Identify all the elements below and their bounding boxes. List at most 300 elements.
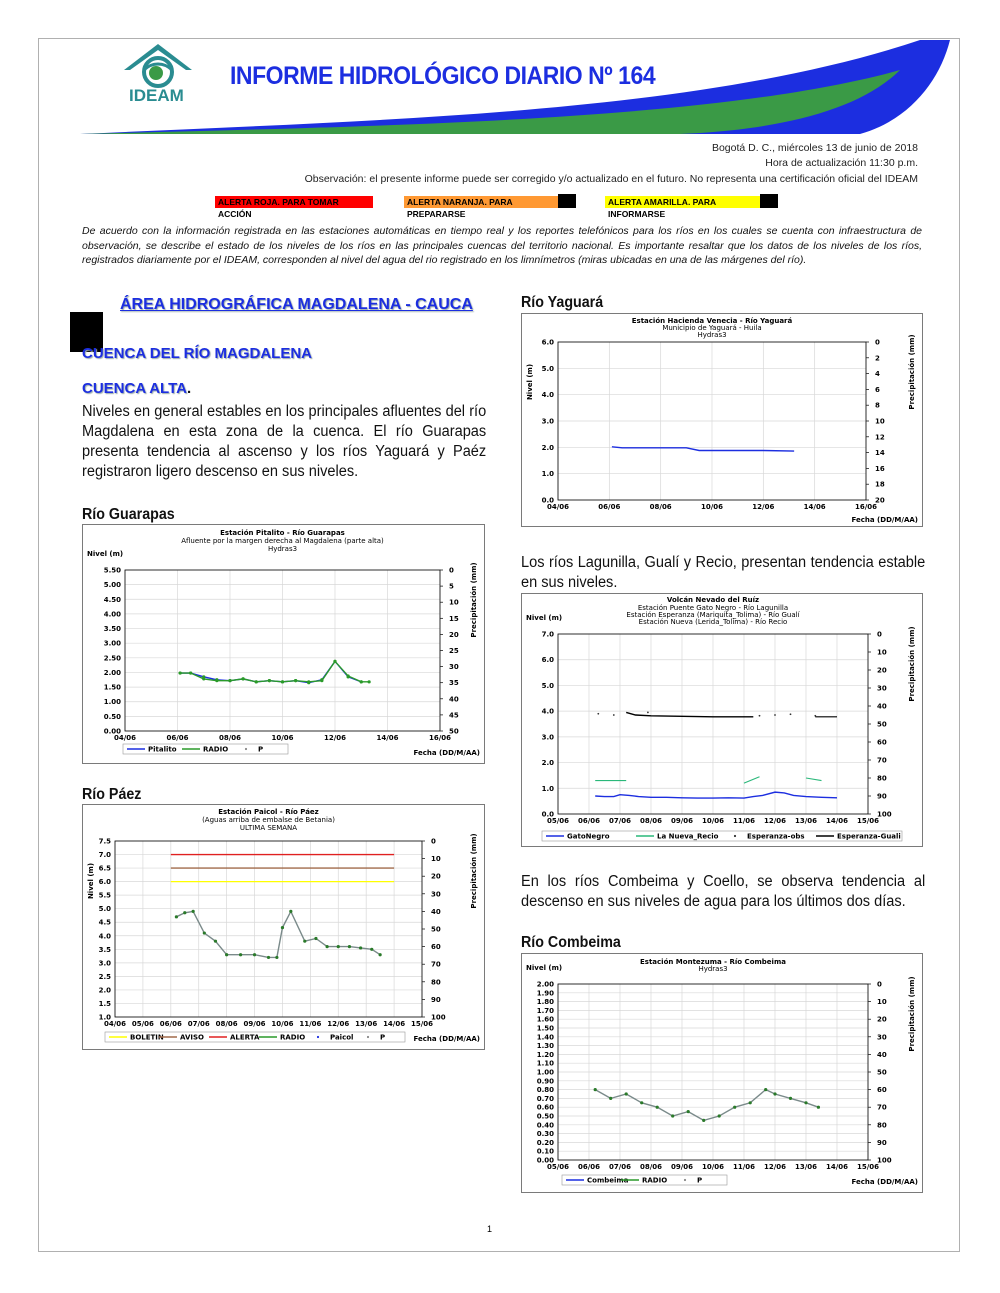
yaguara-chart-svg — [522, 314, 924, 528]
y2-tick-label: 100 — [431, 1013, 446, 1022]
series-radio-point — [749, 1101, 752, 1104]
y-axis-label: Nivel (m) — [87, 862, 95, 900]
combeima-heading: Río Combeima — [521, 934, 621, 951]
y-tick-label: 1.0 — [541, 784, 554, 793]
x-tick-label: 08/06 — [218, 734, 242, 742]
series-radio-point — [281, 926, 284, 929]
x-tick-label: 10/06 — [700, 503, 724, 511]
y-tick-label: 6.5 — [98, 864, 111, 873]
chart-title-line: (Aguas arriba de embalse de Betania) — [202, 816, 335, 824]
subcuenca-dot: . — [187, 380, 192, 397]
alert-legend — [0, 196, 1000, 219]
legend-label: Esperanza-obs — [747, 832, 805, 841]
x-tick-label: 04/06 — [546, 503, 570, 511]
y-tick-label: 4.00 — [103, 610, 121, 619]
x-tick-label: 12/06 — [763, 817, 787, 825]
x-tick-label: 09/06 — [670, 817, 694, 825]
y-tick-label: 0.0 — [541, 496, 554, 505]
series-radio-line — [180, 661, 369, 681]
y2-tick-label: 10 — [431, 855, 441, 864]
redaction-box — [760, 194, 778, 208]
series-gatonegro-line — [595, 792, 837, 798]
y-tick-label: 6.0 — [541, 338, 554, 347]
x-tick-label: 07/06 — [608, 1163, 632, 1171]
y2-tick-label: 100 — [877, 810, 892, 819]
y-tick-label: 1.50 — [536, 1024, 554, 1033]
y2-tick-label: 10 — [877, 648, 887, 657]
x-tick-label: 11/06 — [732, 1163, 756, 1171]
y2-tick-label: 50 — [877, 1068, 887, 1077]
y-tick-label: 7.5 — [98, 837, 111, 846]
y-tick-label: 1.50 — [103, 683, 121, 692]
y-tick-label: 2.5 — [98, 972, 111, 981]
ruiz-chart — [521, 593, 923, 847]
x-tick-label: 10/06 — [701, 817, 725, 825]
series-radio-point — [348, 945, 351, 948]
series-radio-point — [189, 671, 192, 674]
combeima-chart — [521, 953, 923, 1193]
legend-label: P — [380, 1033, 386, 1042]
y2-tick-label: 4 — [875, 370, 880, 379]
x-axis-label: Fecha (DD/M/AA) — [851, 1178, 918, 1186]
chart-title-line: Afluente por la margen derecha al Magdalena (parte alta) — [181, 537, 384, 545]
series-radio-point — [215, 679, 218, 682]
legend-label: La Nueva_Recio — [657, 832, 719, 841]
series-radio-point — [192, 910, 195, 913]
y2-tick-label: 30 — [431, 890, 441, 899]
subcuenca-title — [82, 380, 191, 397]
series-radio-point — [817, 1106, 820, 1109]
plot-area-frame — [115, 841, 422, 1017]
series-radio-point — [337, 945, 340, 948]
chart-title-line: Estación Nueva (Lerida_Tolima) - Río Recio — [638, 618, 788, 626]
y-tick-label: 5.00 — [103, 581, 121, 590]
chart-title-line: Estación Pitalito - Río Guarapas — [220, 529, 345, 537]
x-tick-label: 05/06 — [546, 817, 570, 825]
series-radio-point — [718, 1114, 721, 1117]
y-tick-label: 3.5 — [98, 945, 111, 954]
legend-label: GatoNegro — [567, 832, 610, 841]
series-radio-point — [640, 1101, 643, 1104]
series-radio-point — [275, 956, 278, 959]
x-tick-label: 10/06 — [271, 734, 294, 742]
y2-tick-label: 12 — [875, 433, 885, 442]
x-tick-label: 14/06 — [383, 1020, 406, 1028]
y2-tick-label: 60 — [877, 738, 887, 747]
x-tick-label: 10/06 — [701, 1163, 725, 1171]
y-tick-label: 4.50 — [103, 595, 121, 604]
y2-tick-label: 0 — [877, 630, 882, 639]
y-tick-label: 3.0 — [98, 959, 111, 968]
y2-tick-label: 0 — [449, 566, 454, 575]
y-tick-label: 0.90 — [536, 1077, 554, 1086]
y-tick-label: 0.00 — [103, 727, 121, 736]
chart-title-line: Estación Esperanza (Mariquita_Tolima) - Río Gualí — [626, 611, 800, 619]
observation-note: Observación: el presente informe puede ser corregido y/o actualizado en el futuro. No representa una certificación oficial del IDEAM — [304, 173, 918, 185]
y-tick-label: 0.20 — [536, 1138, 554, 1147]
series-radio-point — [764, 1088, 767, 1091]
y2-tick-label: 2 — [875, 354, 880, 363]
y-tick-label: 0.0 — [541, 810, 554, 819]
series-radio-point — [789, 1097, 792, 1100]
report-date: Bogotá D. C., miércoles 13 de junio de 2018 — [711, 142, 918, 154]
series-radio-point — [203, 931, 206, 934]
series-radio-point — [594, 1088, 597, 1091]
yaguara-chart — [521, 313, 923, 527]
x-tick-label: 15/06 — [410, 1020, 434, 1028]
y2-tick-label: 20 — [877, 1015, 887, 1024]
series-radio-point — [326, 945, 329, 948]
x-tick-label: 04/06 — [113, 734, 137, 742]
chart-title-line: Estación Puente Gato Negro - Río Lagunilla — [637, 604, 789, 612]
legend-label: RADIO — [642, 1176, 668, 1185]
y2-tick-label: 50 — [431, 925, 441, 934]
series-radio-point — [656, 1106, 659, 1109]
x-tick-label: 10/06 — [271, 1020, 294, 1028]
legend-label: RADIO — [203, 745, 229, 754]
y-tick-label: 6.0 — [541, 656, 554, 665]
y-tick-label: 3.00 — [103, 639, 121, 648]
paez-heading: Río Páez — [82, 786, 142, 803]
y2-tick-label: 20 — [875, 496, 885, 505]
legend-marker — [317, 1036, 319, 1038]
y-tick-label: 5.5 — [98, 891, 111, 900]
series-radio-point — [294, 679, 297, 682]
series-esperanza-guali-line — [626, 712, 753, 716]
y2-tick-label: 0 — [877, 980, 882, 989]
x-tick-label: 06/06 — [166, 734, 189, 742]
y-tick-label: 2.0 — [98, 986, 111, 995]
y-axis-label: Nivel (m) — [526, 614, 563, 622]
y2-tick-label: 8 — [875, 401, 880, 410]
x-tick-label: 07/06 — [608, 817, 632, 825]
y-tick-label: 1.70 — [536, 1006, 554, 1015]
x-tick-label: 07/06 — [187, 1020, 210, 1028]
paez-chart — [82, 804, 485, 1050]
y2-tick-label: 70 — [877, 756, 887, 765]
x-tick-label: 06/06 — [577, 1163, 601, 1171]
series-radio-point — [303, 940, 306, 943]
combeima-paragraph: En los ríos Combeima y Coello, se observa tendencia al descenso en sus niveles de agua para los últimos dos días. — [521, 873, 926, 910]
y-tick-label: 0.30 — [536, 1130, 554, 1139]
y2-tick-label: 0 — [875, 338, 880, 347]
series-esperanza-obs-point — [774, 714, 776, 716]
chart-title-line: Estación Montezuma - Río Combeima — [640, 958, 786, 966]
y-tick-label: 4.0 — [541, 707, 554, 716]
page-number: 1 — [487, 1224, 493, 1234]
x-tick-label: 11/06 — [299, 1020, 322, 1028]
legend-marker — [734, 835, 736, 837]
y2-tick-label: 25 — [449, 647, 459, 655]
x-tick-label: 15/06 — [856, 1163, 880, 1171]
chart-title-line: ULTIMA SEMANA — [239, 824, 298, 832]
y2-axis-label: Precipitación (mm) — [908, 626, 916, 702]
y-tick-label: 0.50 — [536, 1112, 554, 1121]
y-tick-label: 1.00 — [103, 698, 121, 707]
y-tick-label: 1.40 — [536, 1033, 554, 1042]
series-radio-point — [228, 679, 231, 682]
series-esperanza-obs-point — [597, 713, 599, 715]
x-tick-label: 08/06 — [215, 1020, 238, 1028]
series-la-nueva-recio-segment — [806, 778, 822, 781]
y-tick-label: 1.90 — [536, 989, 554, 998]
y2-tick-label: 14 — [875, 449, 885, 458]
series-esperanza-obs-point — [759, 715, 761, 717]
x-tick-label: 14/06 — [825, 1163, 849, 1171]
y2-tick-label: 6 — [875, 385, 880, 394]
x-tick-label: 14/06 — [825, 817, 849, 825]
alert-orange-label: ALERTA NARANJA. PARA PREPARARSE — [404, 196, 562, 208]
chart-title-line: Hydras3 — [267, 545, 298, 553]
alert-red-label: ALERTA ROJA. PARA TOMAR ACCIÓN — [215, 196, 373, 208]
alert-yellow-label: ALERTA AMARILLA. PARA INFORMARSE — [605, 196, 765, 208]
y-tick-label: 1.30 — [536, 1042, 554, 1051]
y2-tick-label: 45 — [449, 711, 459, 720]
x-tick-label: 11/06 — [732, 817, 756, 825]
y2-tick-label: 80 — [431, 978, 441, 987]
series-radio-point — [379, 953, 382, 956]
series-radio-point — [370, 948, 373, 951]
y-tick-label: 2.0 — [541, 443, 554, 452]
series-radio-line — [176, 911, 380, 957]
series-radio-point — [281, 680, 284, 683]
x-tick-label: 08/06 — [639, 1163, 663, 1171]
y-tick-label: 1.5 — [98, 999, 111, 1008]
x-tick-label: 04/06 — [103, 1020, 127, 1028]
chart-title-line: Municipio de Yaguará - Huila — [662, 324, 762, 332]
y-axis-label: Nivel (m) — [87, 550, 124, 558]
y-tick-label: 4.0 — [98, 932, 111, 941]
update-time: Hora de actualización 11:30 p.m. — [765, 157, 918, 169]
series-radio-point — [183, 911, 186, 914]
x-axis-label: Fecha (DD/M/AA) — [851, 516, 918, 524]
paez-chart-svg — [83, 805, 486, 1051]
y-tick-label: 0.50 — [103, 712, 121, 721]
yaguara-heading: Río Yaguará — [521, 294, 604, 311]
y2-tick-label: 20 — [449, 630, 459, 639]
series-radio-point — [253, 953, 256, 956]
x-tick-label: 08/06 — [649, 503, 672, 511]
series-radio-point — [255, 680, 258, 683]
ruiz-paragraph: Los ríos Lagunilla, Gualí y Recio, presentan tendencia estable en sus niveles. — [521, 554, 926, 591]
series-radio-point — [625, 1092, 628, 1095]
y-tick-label: 4.0 — [541, 391, 554, 400]
legend-marker — [245, 748, 247, 750]
y2-tick-label: 60 — [877, 1086, 887, 1095]
y-tick-label: 0.70 — [536, 1094, 554, 1103]
y-tick-label: 4.5 — [98, 918, 111, 927]
y2-axis-label: Precipitación (mm) — [470, 833, 478, 909]
series-radio-point — [733, 1106, 736, 1109]
y2-tick-label: 35 — [449, 679, 459, 688]
guarapas-heading: Río Guarapas — [82, 506, 175, 523]
legend-label: BOLETIN — [130, 1033, 164, 1042]
y2-tick-label: 10 — [877, 998, 887, 1007]
legend-marker — [367, 1036, 369, 1038]
redaction-box — [558, 194, 576, 208]
y-tick-label: 1.0 — [541, 470, 554, 479]
series-radio-point — [347, 674, 350, 677]
x-tick-label: 15/06 — [856, 817, 880, 825]
y2-tick-label: 80 — [877, 1121, 887, 1130]
legend-label: Esperanza-Guali — [837, 832, 901, 841]
y2-tick-label: 0 — [431, 837, 436, 846]
y-tick-label: 0.80 — [536, 1086, 554, 1095]
x-axis-label: Fecha (DD/M/AA) — [413, 749, 480, 757]
y-tick-label: 0.40 — [536, 1121, 554, 1130]
y2-tick-label: 18 — [875, 480, 885, 489]
document-title: INFORME HIDROLÓGICO DIARIO Nº 164 — [230, 62, 656, 90]
y-tick-label: 5.0 — [541, 364, 554, 373]
x-tick-label: 13/06 — [355, 1020, 378, 1028]
series-esperanza-obs-point — [613, 714, 615, 716]
series-radio-point — [267, 956, 270, 959]
chart-title-line: Hydras3 — [698, 965, 728, 973]
y-tick-label: 1.10 — [536, 1059, 554, 1068]
series-radio-point — [289, 910, 292, 913]
y-tick-label: 1.80 — [536, 998, 554, 1007]
y-axis-label: Nivel (m) — [526, 363, 534, 401]
y-tick-label: 1.60 — [536, 1015, 554, 1024]
y-tick-label: 2.00 — [536, 980, 554, 989]
y2-tick-label: 10 — [875, 417, 885, 426]
x-tick-label: 06/06 — [159, 1020, 182, 1028]
y2-tick-label: 30 — [449, 663, 459, 672]
y2-tick-label: 40 — [431, 907, 441, 916]
y-tick-label: 1.0 — [98, 1013, 111, 1022]
cuenca-title: CUENCA DEL RÍO MAGDALENA — [82, 345, 313, 362]
y2-tick-label: 90 — [431, 995, 441, 1004]
y-tick-label: 5.50 — [103, 566, 121, 575]
series-radio-point — [671, 1114, 674, 1117]
y2-tick-label: 40 — [449, 695, 459, 704]
legend-label: Paicol — [330, 1033, 354, 1042]
y-tick-label: 5.0 — [98, 905, 111, 914]
subcuenca-label: CUENCA ALTA — [82, 380, 187, 397]
y2-tick-label: 40 — [877, 702, 887, 711]
y-tick-label: 2.50 — [103, 654, 121, 663]
y2-tick-label: 80 — [877, 774, 887, 783]
series-esperanza-obs-point — [647, 712, 649, 714]
y-tick-label: 0.10 — [536, 1147, 554, 1156]
y2-tick-label: 70 — [877, 1103, 887, 1112]
y2-tick-label: 16 — [875, 464, 885, 473]
guarapas-chart-svg — [83, 525, 486, 765]
area-title: ÁREA HIDROGRÁFICA MAGDALENA - CAUCA — [120, 296, 473, 313]
x-tick-label: 05/06 — [131, 1020, 154, 1028]
y2-tick-label: 90 — [877, 1138, 887, 1147]
x-tick-label: 12/06 — [327, 1020, 350, 1028]
y2-tick-label: 20 — [431, 872, 441, 881]
cuenca-alta-paragraph: Niveles en general estables en los principales afluentes del río Magdalena en esta zona de la cuenca. El río Guarapas presenta tendencia al ascenso y los ríos Yaguará y Paéz registraron ligero descenso en sus niveles. — [82, 403, 487, 480]
series-radio-point — [360, 680, 363, 683]
y-tick-label: 0.00 — [536, 1156, 554, 1165]
ruiz-chart-svg — [522, 594, 924, 848]
chart-title-line: Estación Hacienda Venecia - Río Yaguará — [631, 317, 793, 325]
series-radio-point — [214, 940, 217, 943]
series-radio-point — [359, 946, 362, 949]
x-tick-label: 13/06 — [794, 1163, 818, 1171]
y-tick-label: 3.50 — [103, 625, 121, 634]
y2-tick-label: 5 — [449, 582, 454, 591]
series-radio-point — [268, 679, 271, 682]
x-tick-label: 13/06 — [794, 817, 818, 825]
y-tick-label: 6.0 — [98, 878, 111, 887]
series-radio-point — [239, 953, 242, 956]
y-tick-label: 7.0 — [541, 630, 554, 639]
series-radio-point — [175, 915, 178, 918]
y2-tick-label: 90 — [877, 792, 887, 801]
x-tick-label: 12/06 — [763, 1163, 787, 1171]
combeima-chart-svg — [522, 954, 924, 1194]
legend-label: Combeima — [587, 1176, 629, 1185]
y2-axis-label: Precipitación (mm) — [470, 562, 478, 638]
legend-label: ALERTA — [230, 1033, 260, 1042]
guarapas-chart — [82, 524, 485, 764]
x-tick-label: 12/06 — [323, 734, 347, 742]
x-tick-label: 14/06 — [376, 734, 399, 742]
legend-label: P — [697, 1176, 703, 1185]
y2-tick-label: 50 — [449, 727, 459, 736]
legend-label: P — [258, 745, 264, 754]
x-tick-label: 09/06 — [243, 1020, 266, 1028]
series-radio-point — [333, 660, 336, 663]
y2-axis-label: Precipitación (mm) — [908, 334, 916, 410]
intro-paragraph: De acuerdo con la información registrada en las estaciones automáticas en tiempo real y los reportes telefónicos para los ríos en los cuales se cuenta con infraestructura de observación, se describe el estado de los niveles de los ríos en las principales cuencas del territorio nacional. Es importante resaltar que los datos de los niveles de los ríos, registrados diariamente por el IDEAM, corresponden al nivel del agua del rio registrado en los limnímetros (miras ubicadas en una de las márgenes del río). — [82, 225, 922, 266]
x-tick-label: 14/06 — [803, 503, 826, 511]
y-axis-label: Nivel (m) — [526, 964, 563, 972]
y2-tick-label: 70 — [431, 960, 441, 969]
legend-label: RADIO — [280, 1033, 306, 1042]
y2-tick-label: 100 — [877, 1156, 892, 1165]
x-tick-label: 08/06 — [639, 817, 663, 825]
y-tick-label: 1.00 — [536, 1068, 554, 1077]
x-axis-label: Fecha (DD/M/AA) — [413, 1035, 480, 1043]
series-radio-point — [314, 937, 317, 940]
y2-tick-label: 20 — [877, 666, 887, 675]
series-radio-point — [773, 1092, 776, 1095]
series-radio-point — [609, 1097, 612, 1100]
y-tick-label: 0.60 — [536, 1103, 554, 1112]
x-tick-label: 05/06 — [546, 1163, 570, 1171]
legend-label: AVISO — [180, 1033, 204, 1042]
x-tick-label: 16/06 — [428, 734, 452, 742]
x-tick-label: 12/06 — [752, 503, 775, 511]
chart-title-line: Estación Paicol - Río Páez — [218, 808, 319, 816]
series-radio-point — [307, 680, 310, 683]
series-esperanza-obs-point — [790, 713, 792, 715]
series-radio-point — [225, 953, 228, 956]
y2-tick-label: 10 — [449, 598, 459, 607]
y2-tick-label: 30 — [877, 1033, 887, 1042]
chart-title-line: Hydras3 — [697, 331, 727, 339]
series-radio-point — [320, 679, 323, 682]
y2-tick-label: 15 — [449, 614, 459, 623]
y-tick-label: 7.0 — [98, 851, 111, 860]
series-radio-point — [368, 680, 371, 683]
x-tick-label: 06/06 — [598, 503, 621, 511]
legend-marker — [684, 1179, 686, 1181]
x-tick-label: 06/06 — [577, 817, 601, 825]
series-radio-point — [179, 671, 182, 674]
y2-tick-label: 30 — [877, 684, 887, 693]
chart-title-line: Volcán Nevado del Ruíz — [666, 596, 760, 604]
y-tick-label: 3.0 — [541, 417, 554, 426]
series-radio-point — [804, 1101, 807, 1104]
y-tick-label: 1.20 — [536, 1050, 554, 1059]
y-tick-label: 5.0 — [541, 681, 554, 690]
legend-label: Pitalito — [148, 745, 177, 754]
